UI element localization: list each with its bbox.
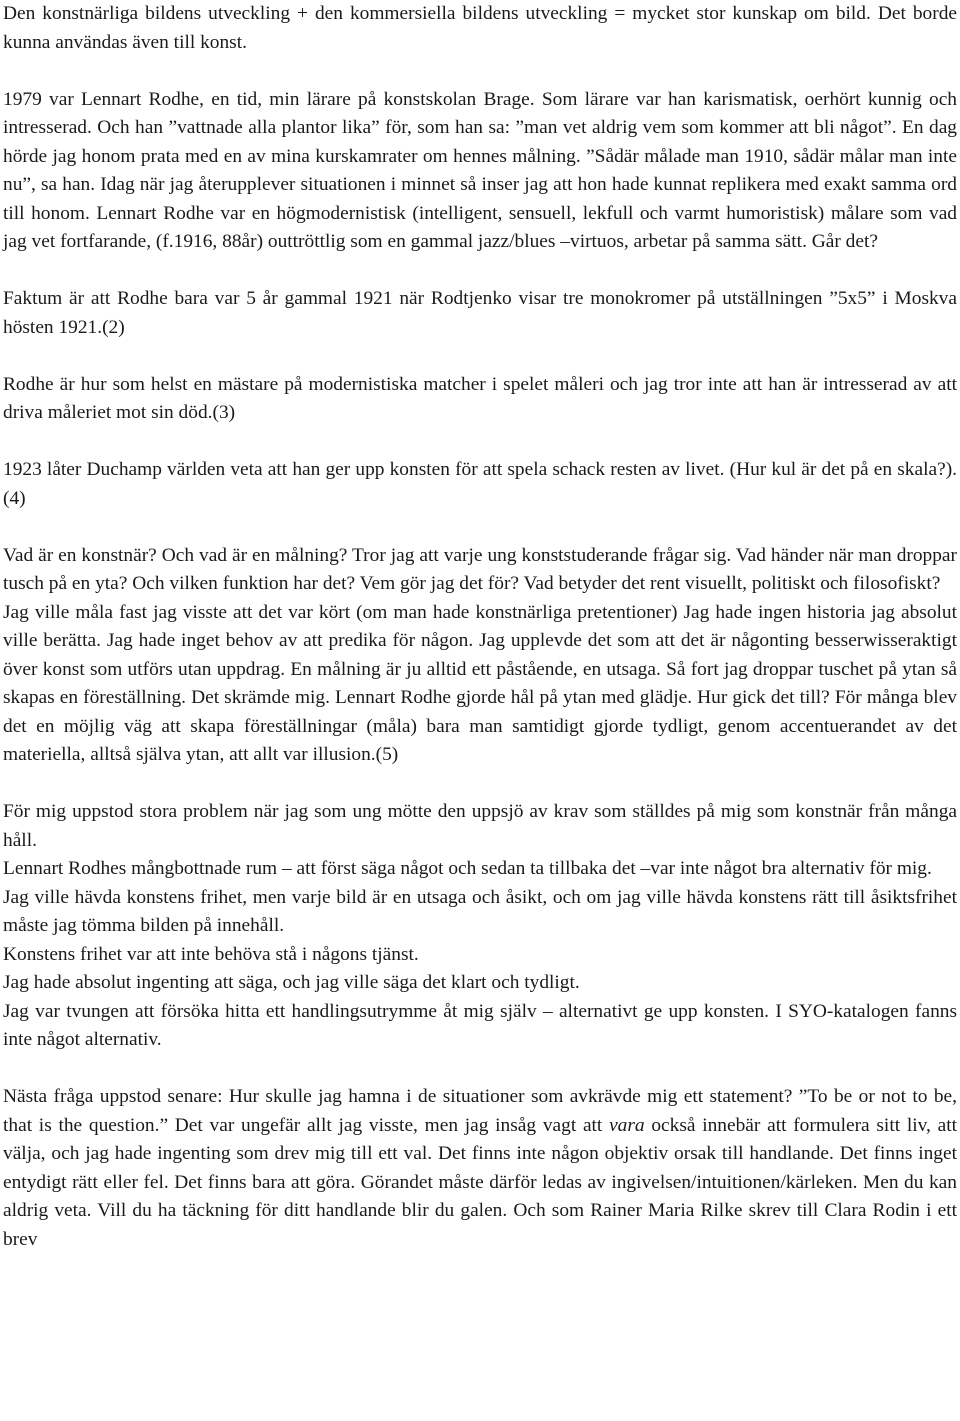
paragraph-gap	[3, 342, 957, 371]
paragraph-problems: För mig uppstod stora problem när jag som ung mötte den uppsjö av krav som ställdes på mig som konstnär från många håll.	[3, 801, 957, 851]
paragraph-freedom-claim: Jag ville hävda konstens frihet, men varje bild är en utsaga och åsikt, och om jag ville hävda konstens rätt till åsiktsfrihet måste jag tömma bilden på innehåll.	[3, 886, 957, 936]
paragraph-rodhe-teacher: 1979 var Lennart Rodhe, en tid, min lärare på konstskolan Brage. Som lärare var han karismatisk, oerhört kunnig och intresserad. Och han ”vattnade alla plantor lika” för, som han sa: ”man vet aldrig vem som kommer att bli något”. En dag hörde jag honom prata med en av mina kurskamrater om hennes målning. ”Sådär målade man 1910, sådär målar man inte nu”, sa han. Idag när jag återupplever situationen i minnet så inser jag att hon hade kunnat replikera med exakt samma ord till honom. Lennart Rodhe var en högmodernistisk (intelligent, sensuell, lekfull och varmt humoristisk) målare som vad jag vet fortfarande, (f.1916, 88år) outtröttlig som en gammal jazz/blues –virtuos, arbetar på samma sätt. Går det?	[3, 88, 957, 252]
paragraph-room-for-action: Jag var tvungen att försöka hitta ett handlingsutrymme åt mig själv – alternativt ge upp konsten. I SYO-katalogen fanns inte något alternativ.	[3, 1000, 957, 1050]
paragraph-gap	[3, 1055, 957, 1084]
paragraph-multilayered-rooms: Lennart Rodhes mångbottnade rum – att först säga något och sedan ta tillbaka det –var inte något bra alternativ för mig.	[3, 858, 932, 879]
paragraph-intro: Den konstnärliga bildens utveckling + den kommersiella bildens utveckling = mycket stor kunskap om bild. Det borde kunna användas även till konst.	[3, 3, 957, 53]
paragraph-next-question: Nästa fråga uppstod senare: Hur skulle jag hamna i de situationer som avkrävde mig ett statement? ”To be or not to be, that is the question.” Det var ungefär allt jag visste, men jag insåg vagt att vara också innebär att formulera sitt liv, att välja, och jag hade ingenting som drev mig till ett val. Det finns inte någon objektiv orsak till handlande. Det finns inget entydigt rätt eller fel. Det finns bara att göra. Görandet måste därför ledas av ingivelsen/intuitionen/kärleken. Men du kan aldrig veta. Vill du ha täckning för ditt handlande blir du galen. Och som Rainer Maria Rilke skrev till Clara Rodin i ett brev	[3, 1086, 957, 1250]
paragraph-gap	[3, 513, 957, 542]
paragraph-gap	[3, 428, 957, 457]
paragraph-modernist-matches: Rodhe är hur som helst en mästare på modernistiska matcher i spelet måleri och jag tror inte att han är intresserad av att driva måleriet mot sin död.(3)	[3, 373, 957, 423]
document-page	[3, 0, 957, 1254]
emphasis-vara: vara	[609, 1114, 645, 1136]
paragraph-gap	[3, 57, 957, 86]
paragraph-duchamp: 1923 låter Duchamp världen veta att han ger upp konsten för att spela schack resten av livet. (Hur kul är det på en skala?).(4)	[3, 459, 957, 509]
paragraph-nothing-to-say: Jag hade absolut ingenting att säga, och jag ville säga det klart och tydligt.	[3, 972, 580, 993]
paragraph-wanted-to-paint: Jag ville måla fast jag visste att det var kört (om man hade konstnärliga pretentioner) Jag hade ingen historia jag absolut ville berätta. Jag hade inget behov av att predika för någon. Jag upplevde det som att det är någonting besserwisseraktigt över konst som utförs utan uppdrag. En målning är ju alltid ett påstående, en utsaga. Så fort jag droppar tuschet på ytan så skapas en föreställning. Det skrämde mig. Lennart Rodhe gjorde hål på ytan med glädje. Hur gick det till? För många blev det en möjlig väg att skapa föreställningar (måla) bara man samtidigt gjorde tydligt, genom accentuerandet av det materiella, alltså själva ytan, att allt var illusion.(5)	[3, 601, 957, 765]
paragraph-questions: Vad är en konstnär? Och vad är en målning? Tror jag att varje ung konststuderande frågar sig. Vad händer när man droppar tusch på en yta? Och vilken funktion har det? Vem gör jag det för? Vad betyder det rent visuellt, politiskt och filosofiskt?	[3, 544, 957, 594]
paragraph-freedom-service: Konstens frihet var att inte behöva stå i någons tjänst.	[3, 943, 419, 965]
paragraph-gap	[3, 770, 957, 799]
paragraph-gap	[3, 257, 957, 286]
paragraph-rodtjenko: Faktum är att Rodhe bara var 5 år gammal 1921 när Rodtjenko visar tre monokromer på utställningen ”5x5” i Moskva hösten 1921.(2)	[3, 288, 957, 338]
